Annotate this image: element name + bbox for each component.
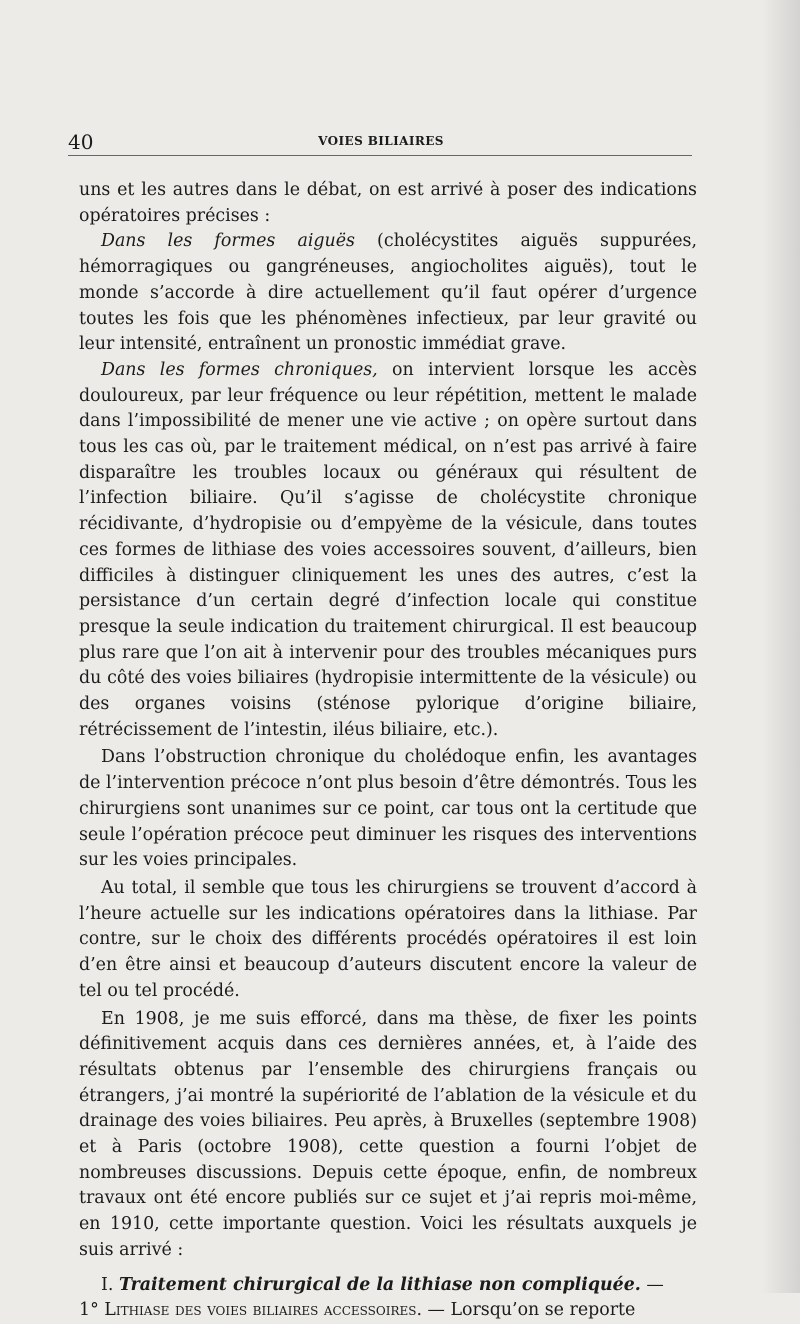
subsection-text: — Lorsqu’on se reporte xyxy=(422,1300,636,1321)
section-number: I. xyxy=(101,1274,114,1295)
paragraph-2 xyxy=(79,229,697,358)
paragraph-2-lead: Dans les formes aiguës xyxy=(101,231,355,252)
page-number: 40 xyxy=(68,130,94,154)
subsection-line xyxy=(79,1298,697,1324)
paragraph-3-text: on intervient lorsque les accès douloureux, par leur fréquence ou leur répétition, mettent le malade dans l’impossibilité de mener une vie active ; on opère surtout dans tous les cas où, par le traitement médical, on n’est pas arrivé à faire disparaître les troubles locaux ou généraux qui résultent de l’infection biliaire. Qu’il s’agisse de cholécystite chronique récidivante, d’hydropisie ou d’empyème de la vésicule, dans toutes ces formes de lithiase des voies accessoires souvent, d’ailleurs, bien difficiles à distinguer cliniquement les unes des autres, c’est la persistance d’un certain degré d’infection locale qui constitue presque la seule indication du traitement chirurgical. Il est beaucoup plus rare que l’on ait à intervenir pour des troubles mécaniques purs du côté des voies biliaires (hydropisie intermittente de la vésicule) ou des organes voisins (sténose pylorique d’origine biliaire, rétrécissement de l’intestin, iléus biliaire, etc.). xyxy=(79,359,697,740)
section-heading xyxy=(79,1273,697,1299)
paragraph-2-text: (cholécystites aiguës suppurées, hémorragiques ou gangréneuses, angiocholites aiguës), tout le monde s’accorde à dire actuellement qu’il faut opérer d’urgence toutes les fois que les phénomènes infectieux, par leur gravité ou leur intensité, entraînent un pronostic immédiat grave. xyxy=(79,231,697,355)
paragraph-1: uns et les autres dans le débat, on est arrivé à poser des indications opératoires précises : xyxy=(79,180,697,226)
section-dash: — xyxy=(640,1274,664,1295)
paragraph-3-lead: Dans les formes chroniques, xyxy=(101,359,378,380)
paragraph-3 xyxy=(79,358,697,744)
page-edge-shadow xyxy=(762,0,800,1293)
header-rule xyxy=(68,155,692,156)
subsection-number: 1° xyxy=(79,1300,99,1321)
paragraph-5: Au total, il semble que tous les chirurgiens se trouvent d’accord à l’heure actuelle sur les indications opératoires dans la lithiase. Par contre, sur le choix des différents procédés opératoires il est loin d’en être ainsi et beaucoup d’auteurs discutent encore la valeur de tel ou tel procédé. xyxy=(79,877,697,1001)
paragraph-6: En 1908, je me suis efforcé, dans ma thèse, de fixer les points définitivement acquis dans ces dernières années, et, à l’aide des résultats obtenus par l’ensemble des chirurgiens français ou étrangers, j’ai montré la supériorité de l’ablation de la vésicule et du drainage des voies biliaires. Peu après, à Bruxelles (septembre 1908) et à Paris (octobre 1908), cette question a fourni l’objet de nombreuses discussions. Depuis cette époque, enfin, de nombreux travaux ont été encore publiés sur ce sujet et j’ai repris moi-même, en 1910, cette importante question. Voici les résultats auxquels je suis arrivé : xyxy=(79,1008,697,1260)
section-title: Traitement chirurgical de la lithiase non compliquée. xyxy=(118,1274,641,1295)
paragraph-4: Dans l’obstruction chronique du cholédoque enfin, les avantages de l’intervention précoce n’ont plus besoin d’être démontrés. Tous les chirurgiens sont unanimes sur ce point, car tous ont la certitude que seule l’opération précoce peut diminuer les risques des interventions sur les voies principales. xyxy=(79,747,697,871)
page-header xyxy=(68,128,694,158)
subsection-title: Lithiase des voies biliaires accessoires. xyxy=(104,1300,422,1321)
running-title: VOIES BILIAIRES xyxy=(318,134,444,148)
body-text xyxy=(79,178,697,1324)
